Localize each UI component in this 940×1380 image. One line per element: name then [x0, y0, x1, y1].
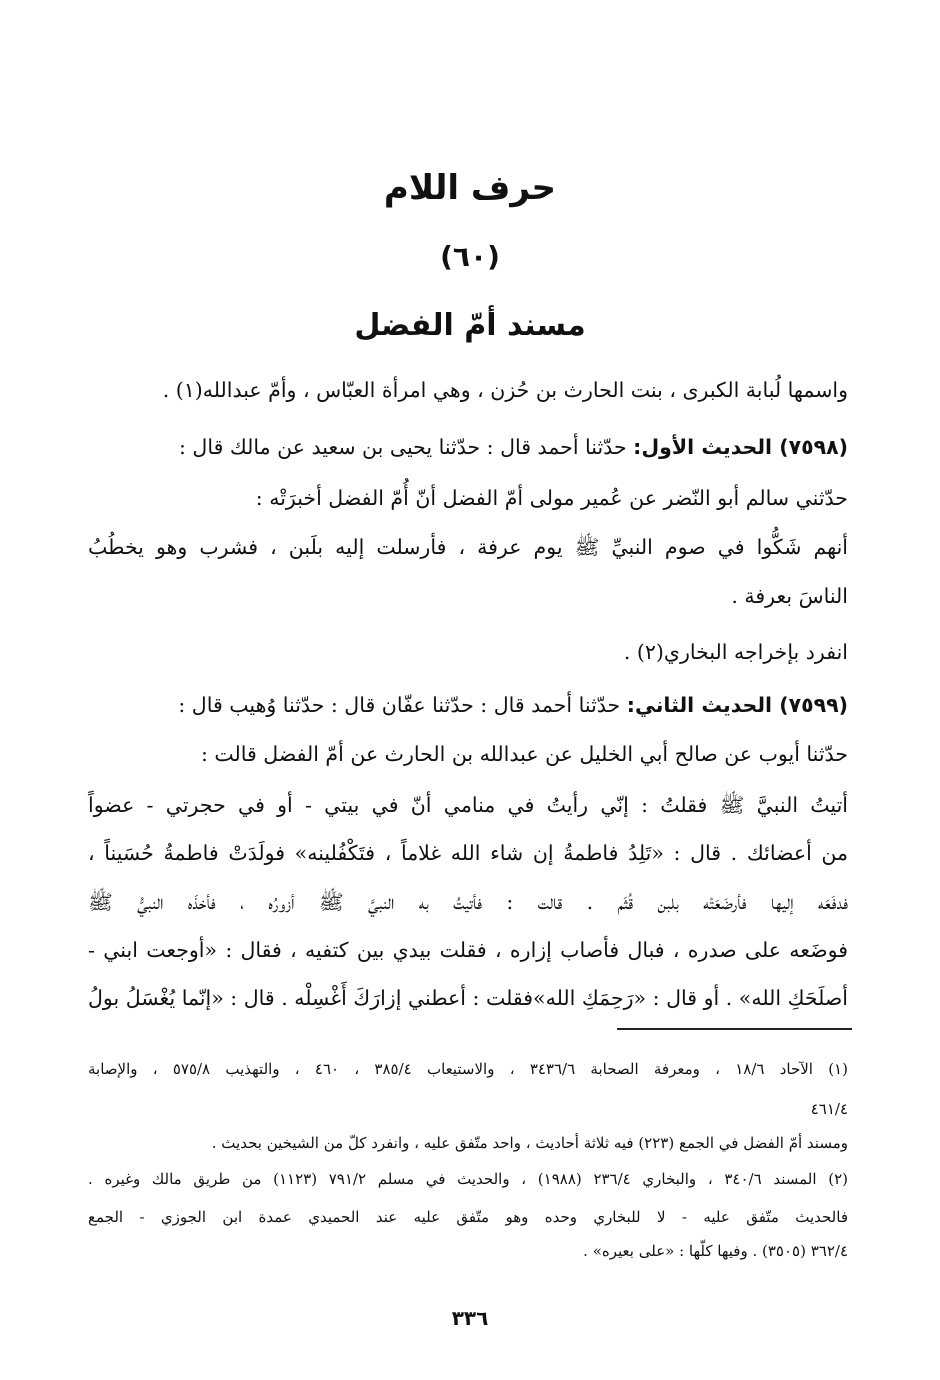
hadith2-isnad-line1: [88, 690, 848, 720]
hadith2-matn-line: فوضَعه على صدره ، فبال فأصاب إزاره ، فقلت بيدي بين كتفيه ، فقال : «أوجعت ابني -: [88, 938, 848, 962]
hadith1-matn-line1: أنهم شَكُّوا في صوم النبيِّ ﷺ يوم عرفة ، فأرسلت إليه بلَبن ، فشرب وهو يخطُبُ: [88, 535, 848, 559]
page-number: ٣٣٦: [451, 1306, 489, 1330]
hadith1-isnad-line1: [88, 432, 848, 462]
hadith1-isnad-text: حدّثنا أحمد قال : حدّثنا يحيى بن سعيد عن مالك قال :: [179, 435, 627, 459]
musnad-number: (٦٠): [440, 240, 500, 273]
hadith1-matn-line2: الناسَ بعرفة .: [731, 584, 848, 608]
chapter-title: حرف اللام: [383, 168, 557, 208]
hadith2-matn-line: فدفَعَه إليها فأرضَعَتْه بلبن قُثَم . قالت : فأتيتُ به النبيَّ ﷺ أزورُه ، فأخذَه النبيُّ ﷺ: [88, 890, 848, 914]
footnote-line: (٢) المسند ٣٤٠/٦ ، والبخاري ٢٣٦/٤ (١٩٨٨) ، والحديث في مسلم ٧٩١/٢ (١١٢٣) من طريق مالك وغيره .: [88, 1170, 848, 1188]
hadith1-note: انفرد بإخراجه البخاري(٢) .: [623, 640, 848, 664]
footnote-divider: [617, 1028, 852, 1030]
footnote-line: فالحديث متّفق عليه - لا للبخاري وحده وهو متّفق عليه عند الحميدي عمدة ابن الجوزي - الجمع: [88, 1208, 848, 1226]
footnote-line: ٣٦٢/٤ (٣٥٠٥) . وفيها كلّها : «على بعيره» .: [583, 1242, 848, 1260]
hadith2-isnad-text: حدّثنا أحمد قال : حدّثنا عفّان قال : حدّثنا وُهيب قال :: [178, 693, 621, 717]
footnote-line: (١) الآحاد ١٨/٦ ، ومعرفة الصحابة ٣٤٣٦/٦ ، والاستيعاب ٣٨٥/٤ ، ٤٦٠ ، والتهذيب ٥٧٥/٨ ، والإصابة: [88, 1060, 848, 1078]
hadith2-matn-line: من أعضائك . قال : «تَلِدُ فاطمةُ إن شاء الله غلاماً ، فتَكْفُلينه» فولَدَتْ فاطمةُ حُسَيناً ،: [88, 841, 848, 865]
footnote-line: ومسند أمّ الفضل في الجمع (٢٢٣) فيه ثلاثة أحاديث ، واحد متّفق عليه ، وانفرد كلّ من الشيخين بحديث .: [211, 1134, 848, 1152]
intro-line: واسمها لُبابة الكبرى ، بنت الحارث بن حُزن ، وهي امرأة العبّاس ، وأمّ عبدالله(١) .: [162, 378, 848, 402]
hadith2-label: (٧٥٩٩) الحديث الثاني:: [626, 693, 848, 717]
hadith1-isnad-line2: حدّثني سالم أبو النّضر عن عُمير مولى أمّ الفضل أنّ أُمّ الفضل أخبرَتْه :: [255, 486, 848, 510]
hadith2-matn-line: أصلَحَكِ الله» . أو قال : «رَحِمَكِ الله»فقلت : أعطني إزارَكَ أَغْسِلْه . قال : «إنّما يُغْسَلُ بولُ: [88, 986, 848, 1010]
musnad-title: مسند أمّ الفضل: [354, 308, 586, 343]
hadith1-label: (٧٥٩٨) الحديث الأول:: [633, 435, 848, 459]
hadith2-isnad-line2: حدّثنا أيوب عن صالح أبي الخليل عن عبدالله بن الحارث عن أمّ الفضل قالت :: [200, 742, 848, 766]
hadith2-matn-line: أتيتُ النبيَّ ﷺ فقلتُ : إنّي رأيتُ في منامي أنّ في بيتي - أو في حجرتي - عضواً: [88, 793, 848, 817]
footnote-line: ٤٦١/٤: [810, 1100, 848, 1118]
